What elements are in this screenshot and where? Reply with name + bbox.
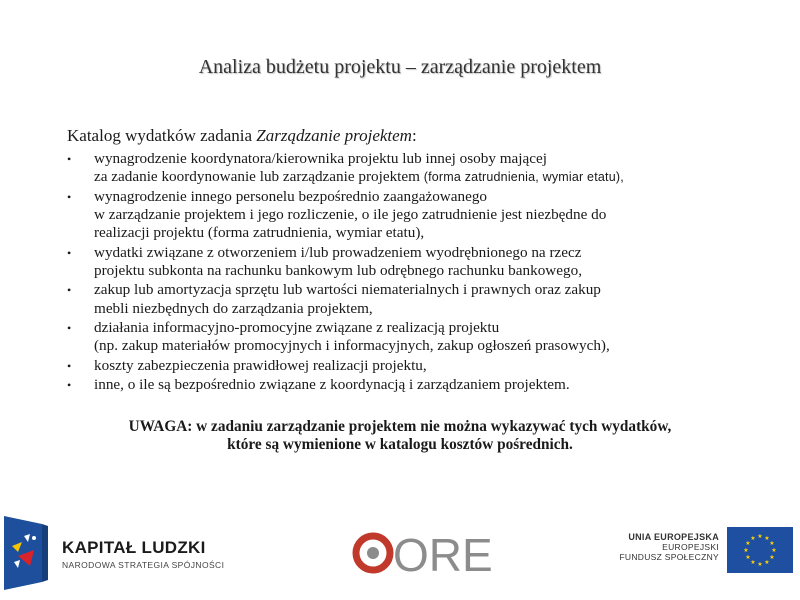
list-item — [67, 281, 747, 317]
eu-text-block — [606, 532, 719, 562]
catalog-heading — [67, 126, 417, 146]
list-item-line: koszty zabezpieczenia prawidłowej realizacji projektu, — [94, 356, 427, 374]
list-item-line: wynagrodzenie koordynatora/kierownika projektu lub innej osoby mającej — [94, 150, 547, 167]
svg-text:★: ★ — [745, 540, 751, 547]
list-item-line: inne, o ile są bezpośrednio związane z koordynacją i zarządzaniem projektem. — [94, 376, 570, 394]
svg-text:★: ★ — [764, 559, 770, 566]
list-item-line: za zadanie koordynowanie lub zarządzanie projektem — [94, 168, 424, 186]
svg-text:★: ★ — [769, 554, 775, 561]
svg-text:★: ★ — [750, 559, 756, 566]
svg-text:★: ★ — [769, 540, 775, 547]
ore-text: ORE — [393, 529, 493, 581]
svg-text:★: ★ — [743, 547, 749, 554]
svg-text:★: ★ — [771, 547, 777, 554]
kapital-ludzki-name: KAPITAŁ LUDZKI — [62, 538, 206, 557]
list-item — [67, 188, 747, 243]
list-item-line: działania informacyjno-promocyjne związane z realizacją projektu — [94, 319, 500, 337]
catalog-heading-italic: Zarządzanie projektem — [256, 126, 412, 145]
eu-label-european: EUROPEJSKI — [662, 542, 719, 552]
list-item-line: wydatki związane z otworzeniem i/lub prowadzeniem wyodrębnionego na rzecz — [94, 243, 582, 261]
svg-text:★: ★ — [757, 561, 763, 568]
svg-text:★: ★ — [745, 554, 751, 561]
list-item-line: w zarządzanie projektem i jego rozliczenie, o ile jego zatrudnienie jest niezbędne do — [94, 205, 607, 223]
warning-note — [60, 418, 740, 454]
list-item — [67, 376, 747, 394]
kapital-ludzki-flag-icon — [4, 516, 48, 590]
bullet: • — [67, 378, 72, 393]
ore-logo-icon — [353, 528, 493, 581]
list-item-line: (np. zakup materiałów promocyjnych i informacyjnych, zakup ogłoszeń prasowych), — [94, 337, 610, 355]
warning-line: UWAGA: w zadaniu zarządzanie projektem nie można wykazywać tych wydatków, — [128, 418, 672, 435]
list-item-line: projektu subkonta na rachunku bankowym lub odrębnego rachunku bankowego, — [94, 261, 582, 279]
list-item — [67, 244, 747, 280]
bullet: • — [67, 358, 72, 373]
list-item-line: realizacji projektu (forma zatrudnienia, wymiar etatu), — [94, 224, 425, 242]
page-title: Analiza budżetu projektu – zarządzanie projektem — [198, 56, 602, 78]
list-item-line: mebli niezbędnych do zarządzania projektem, — [94, 299, 373, 317]
list-item — [67, 150, 747, 186]
list-item-note: (forma zatrudnienia, wymiar etatu), — [423, 170, 624, 185]
eu-flag-icon — [727, 527, 793, 573]
bullet: • — [67, 189, 72, 204]
list-item-line: wynagrodzenie innego personelu bezpośrednio zaangażowanego — [94, 187, 488, 205]
kapital-ludzki-subtitle: NARODOWA STRATEGIA SPÓJNOŚCI — [62, 560, 225, 570]
bullet: • — [67, 152, 72, 166]
bullet: • — [67, 321, 72, 336]
list-item — [67, 357, 747, 375]
eu-label-fund: FUNDUSZ SPOŁECZNY — [619, 552, 719, 562]
svg-text:★: ★ — [750, 535, 756, 542]
bullet: • — [67, 283, 72, 298]
svg-text:★: ★ — [757, 533, 763, 540]
svg-text:★: ★ — [764, 535, 770, 542]
catalog-heading-suffix: : — [411, 126, 417, 145]
warning-line: które są wymienione w katalogu kosztów pośrednich. — [227, 436, 573, 453]
bullet: • — [67, 245, 72, 260]
list-item — [67, 319, 747, 355]
eu-label-union: UNIA EUROPEJSKA — [628, 532, 719, 542]
catalog-heading-prefix: Katalog wydatków zadania — [67, 126, 257, 145]
footer-logos — [0, 510, 800, 600]
expense-list — [67, 150, 747, 396]
list-item-line: zakup lub amortyzacja sprzętu lub wartości niematerialnych i prawnych oraz zakup — [94, 281, 601, 299]
